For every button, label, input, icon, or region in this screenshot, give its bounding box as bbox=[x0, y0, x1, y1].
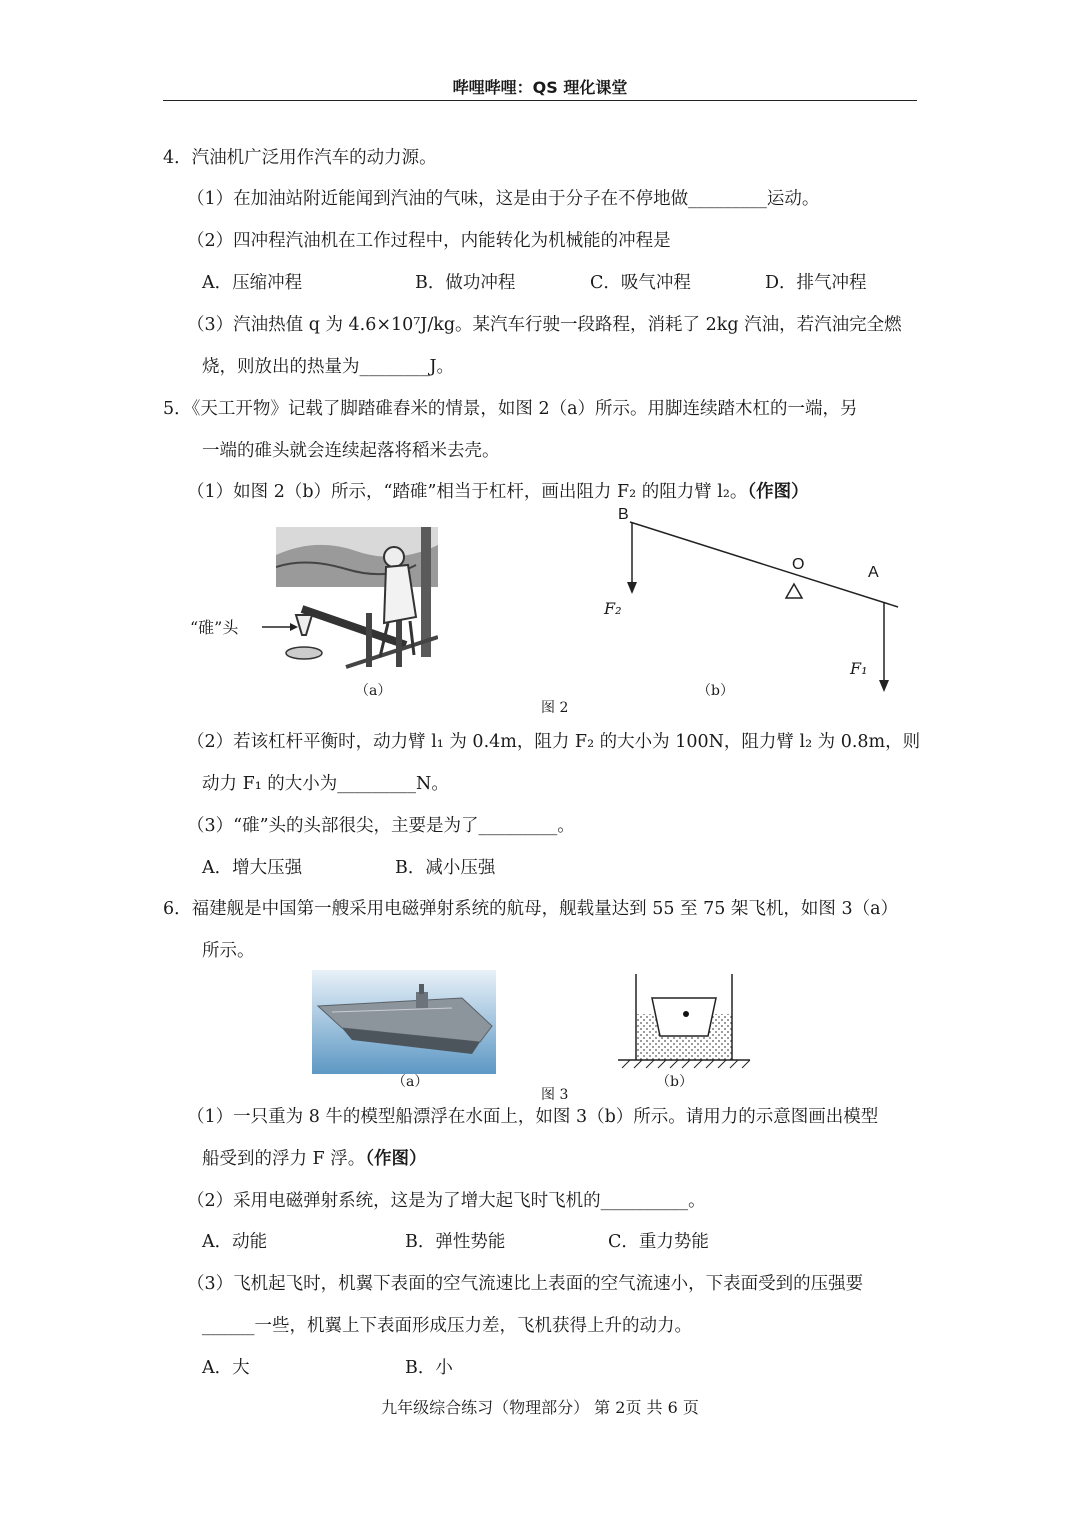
q5-stem-line2: 一端的碓头就会连续起落将稻米去壳。 bbox=[202, 441, 500, 461]
point-a-label: A bbox=[868, 564, 879, 581]
q6-part1-draw-tag: （作图） bbox=[365, 1149, 427, 1169]
q6-stem-line2: 所示。 bbox=[202, 941, 255, 961]
point-b-label: B bbox=[618, 506, 629, 523]
q4-stem: 4．汽油机广泛用作汽车的动力源。 bbox=[163, 148, 437, 168]
figure3-title: 图 3 bbox=[541, 1087, 569, 1103]
q4-option-b: B．做功冲程 bbox=[415, 273, 516, 293]
force-f1-label: F₁ bbox=[850, 659, 868, 678]
q4-part3-line1: （3）汽油热值 q 为 4.6×10⁷J/kg。某汽车行驶一段路程，消耗了 2kg 汽油，若汽油完全燃 bbox=[187, 315, 902, 335]
force-f2-arrowhead bbox=[627, 582, 637, 594]
q4-part3-line2: 烧，则放出的热量为________J。 bbox=[202, 357, 455, 377]
pedal-pestle-drawing bbox=[276, 527, 438, 677]
q6-option-a: A．动能 bbox=[202, 1232, 268, 1252]
q6-part1-text: 船受到的浮力 F 浮。 bbox=[202, 1149, 366, 1169]
q6-part1-line1: （1）一只重为 8 牛的模型船漂浮在水面上，如图 3（b）所示。请用力的示意图画出模型 bbox=[187, 1107, 879, 1127]
q5-option-a: A．增大压强 bbox=[202, 858, 303, 878]
pointer-arrow bbox=[262, 620, 298, 634]
q4-option-c: C．吸气冲程 bbox=[590, 273, 691, 293]
q4-option-d: D．排气冲程 bbox=[765, 273, 867, 293]
force-f2-label: F₂ bbox=[604, 599, 622, 618]
page-footer: 九年级综合练习（物理部分） 第 2页 共 6 页 bbox=[381, 1398, 699, 1417]
point-o-label: O bbox=[792, 556, 805, 573]
model-boat bbox=[652, 998, 716, 1036]
q6-part3-line2: ______一些，机翼上下表面形成压力差，飞机获得上升的动力。 bbox=[202, 1316, 692, 1336]
q6-part3-line1: （3）飞机起飞时，机翼下表面的空气流速比上表面的空气流速小，下表面受到的压强要 bbox=[187, 1274, 864, 1294]
q6-option-b: B．弹性势能 bbox=[405, 1232, 506, 1252]
q5-part1-text: （1）如图 2（b）所示，“踏碓”相当于杠杆，画出阻力 F₂ 的阻力臂 l₂。 bbox=[187, 482, 748, 502]
boat-center-dot bbox=[683, 1011, 689, 1017]
q6-part2: （2）采用电磁弹射系统，这是为了增大起飞时飞机的__________。 bbox=[187, 1191, 706, 1211]
q6-part1-line2 bbox=[202, 1147, 427, 1171]
figure3b-caption: （b） bbox=[656, 1074, 693, 1090]
figure3b-floating-boat bbox=[612, 970, 756, 1074]
force-f1-arrowhead bbox=[879, 680, 889, 692]
q5-option-b: B．减小压强 bbox=[395, 858, 496, 878]
header-rule bbox=[163, 100, 917, 101]
q6-stem-line1: 6．福建舰是中国第一艘采用电磁弹射系统的航母，舰载量达到 55 至 75 架飞机，如图 3（a） bbox=[163, 899, 899, 919]
lever-bar bbox=[630, 522, 898, 607]
q5-part3: （3）“碓”头的头部很尖，主要是为了_________。 bbox=[187, 816, 575, 836]
figure2b-caption: （b） bbox=[697, 683, 734, 699]
q5-part2-line1: （2）若该杠杆平衡时，动力臂 l₁ 为 0.4m，阻力 F₂ 的大小为 100N，阻力臂 l₂ 为 0.8m，则 bbox=[187, 732, 921, 752]
q4-part1: （1）在加油站附近能闻到汽油的气味，这是由于分子在不停地做_________运动。 bbox=[187, 189, 820, 209]
q5-part1-draw-tag: （作图） bbox=[747, 482, 809, 502]
q4-part2: （2）四冲程汽油机在工作过程中，内能转化为机械能的冲程是 bbox=[187, 231, 671, 251]
figure2a-illustration bbox=[276, 527, 438, 677]
figure3a-caption: （a） bbox=[392, 1074, 429, 1090]
page-header: 哔哩哔哩：QS 理化课堂 bbox=[452, 78, 628, 97]
q6-option-c: C．重力势能 bbox=[608, 1232, 709, 1252]
q6-option3-b: B．小 bbox=[405, 1358, 453, 1378]
figure3a-carrier-photo bbox=[312, 970, 496, 1074]
fulcrum-triangle bbox=[786, 584, 802, 598]
q4-option-a: A．压缩冲程 bbox=[202, 273, 303, 293]
figure2a-head-label: “碓”头 bbox=[190, 618, 239, 637]
q5-stem-line1: 5．《天工开物》记载了脚踏碓舂米的情景，如图 2（a）所示。用脚连续踏木杠的一端，另 bbox=[163, 399, 858, 419]
figure2a-caption: （a） bbox=[355, 683, 392, 699]
figure2-title: 图 2 bbox=[541, 700, 569, 716]
q6-option3-a: A．大 bbox=[202, 1358, 250, 1378]
q5-part2-line2: 动力 F₁ 的大小为_________N。 bbox=[202, 774, 449, 794]
